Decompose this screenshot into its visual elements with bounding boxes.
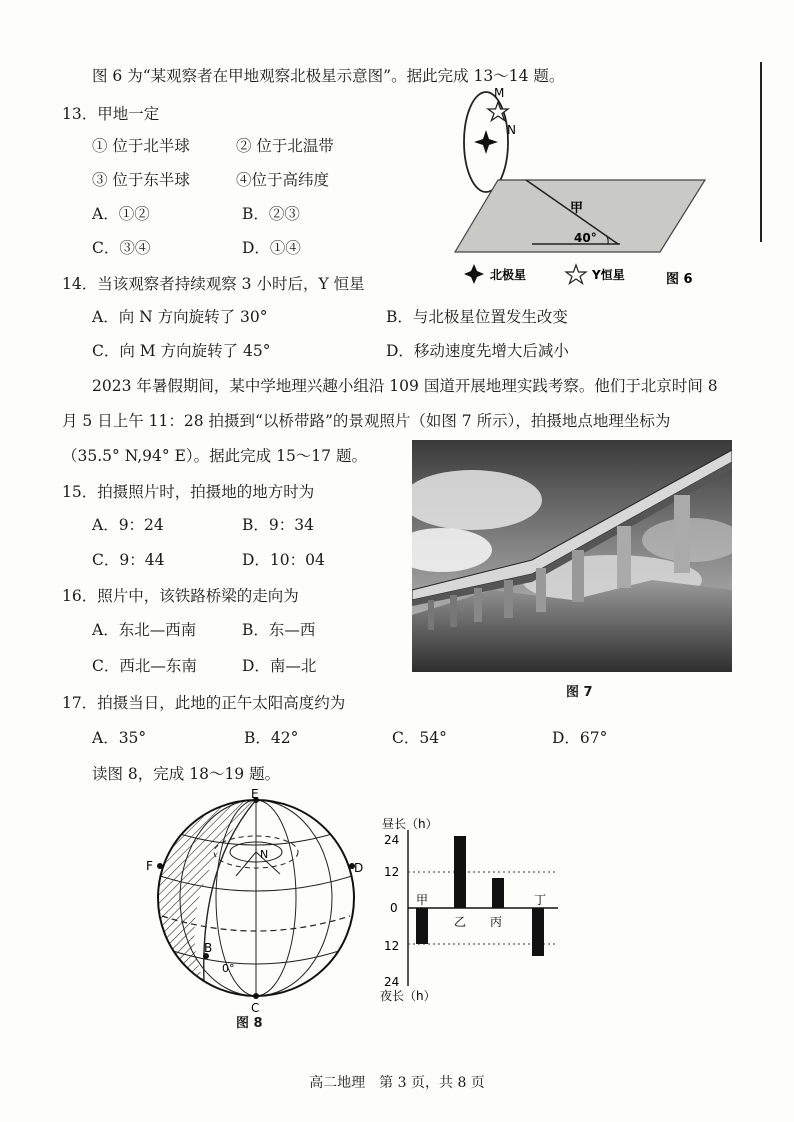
q16-option-d[interactable]: D．南—北	[242, 657, 317, 675]
page-edge-line	[760, 62, 762, 242]
q13-stem: 13．甲地一定	[62, 105, 160, 123]
q13-item1: ① 位于北半球	[92, 137, 190, 155]
q13-item4: ④位于高纬度	[236, 171, 330, 189]
legend-polaris-label: 北极星	[490, 268, 527, 282]
q14-option-c[interactable]: C．向 M 方向旋转了 45°	[92, 342, 271, 360]
tick-0: 0	[390, 901, 398, 915]
globe-label-n: N	[260, 848, 269, 861]
label-angle: 40°	[574, 231, 597, 245]
globe-label-c: C	[251, 1001, 260, 1015]
intro-15-17-line3: （35.5° N,94° E）。据此完成 15～17 题。	[62, 447, 367, 465]
y-axis-bottom-label: 夜长（h）	[380, 989, 436, 1003]
q14-option-a[interactable]: A．向 N 方向旋转了 30°	[92, 308, 268, 326]
label-jia: 甲	[570, 201, 584, 216]
q16-option-b[interactable]: B．东—西	[242, 621, 316, 639]
cat-label-ding: 丁	[534, 893, 547, 907]
globe-label-d: D	[354, 861, 364, 875]
figure-8-globe	[140, 786, 380, 1026]
q13-item2: ② 位于北温带	[236, 137, 334, 155]
q13-option-b[interactable]: B．②③	[242, 205, 300, 223]
q15-option-a[interactable]: A．9：24	[92, 516, 164, 534]
tick-24-top: 24	[384, 833, 400, 847]
q17-option-a[interactable]: A．35°	[92, 729, 147, 747]
label-n: N	[507, 123, 516, 137]
intro-15-17-line1: 2023 年暑假期间，某中学地理兴趣小组沿 109 国道开展地理实践考察。他们于北京时间 8	[92, 377, 718, 395]
globe-label-f: F	[146, 859, 153, 873]
figure-7-photo	[412, 440, 732, 672]
globe-label-b: B	[204, 941, 213, 955]
legend-star-label: Y恒星	[592, 268, 625, 282]
tick-24-bottom: 24	[384, 975, 400, 989]
q17-stem: 17．拍摄当日，此地的正午太阳高度约为	[62, 694, 346, 712]
bars-group	[416, 836, 547, 956]
cat-label-jia: 甲	[416, 893, 429, 907]
figure-6	[440, 84, 710, 290]
polaris-symbol	[474, 130, 498, 154]
q14-stem: 14．当该观察者持续观察 3 小时后，Y 恒星	[62, 275, 365, 293]
q14-option-b[interactable]: B．与北极星位置发生改变	[386, 308, 568, 326]
q16-option-a[interactable]: A．东北—西南	[92, 621, 197, 639]
bar-night-3	[532, 908, 544, 956]
figure-8-daylength-chart	[378, 810, 578, 1010]
tick-12-bottom: 12	[384, 939, 400, 953]
bar-night-0	[416, 908, 428, 944]
globe-label-equator: 0°	[222, 962, 235, 975]
q17-option-d[interactable]: D．67°	[552, 729, 608, 747]
tick-12-top: 12	[384, 865, 400, 879]
q16-option-c[interactable]: C．西北—东南	[92, 657, 197, 675]
page-footer: 高二地理 第 3 页，共 8 页	[309, 1075, 485, 1091]
q13-item3: ③ 位于东半球	[92, 171, 190, 189]
globe-label-e: E	[251, 787, 259, 801]
intro-15-17-line2: 月 5 日上午 11：28 拍摄到“以桥带路”的景观照片（如图 7 所示），拍摄地点地理坐标为	[62, 412, 671, 430]
figure-6-caption: 图 6	[666, 272, 693, 287]
q14-option-d[interactable]: D．移动速度先增大后减小	[386, 342, 569, 360]
q13-option-d[interactable]: D．①④	[242, 239, 301, 257]
y-axis-top-label: 昼长（h）	[382, 817, 438, 831]
q15-option-b[interactable]: B．9：34	[242, 516, 314, 534]
q13-option-a[interactable]: A．①②	[92, 205, 150, 223]
figure-8-caption: 图 8	[236, 1016, 263, 1031]
cat-label-bing: 丙	[490, 915, 503, 929]
legend-polaris-icon	[464, 264, 484, 284]
q15-option-c[interactable]: C．9：44	[92, 551, 165, 569]
q15-stem: 15．拍摄照片时，拍摄地的地方时为	[62, 483, 315, 501]
q16-stem: 16．照片中，该铁路桥梁的走向为	[62, 587, 299, 605]
figure-7-caption: 图 7	[566, 685, 593, 700]
label-m: M	[494, 86, 505, 100]
q17-option-c[interactable]: C．54°	[392, 729, 447, 747]
intro-13-14: 图 6 为“某观察者在甲地观察北极星示意图”。据此完成 13～14 题。	[92, 67, 565, 85]
intro-18-19: 读图 8，完成 18～19 题。	[92, 765, 281, 783]
bar-day-1	[454, 836, 466, 908]
q17-option-b[interactable]: B．42°	[244, 729, 299, 747]
bar-day-2	[492, 878, 504, 908]
cat-label-yi: 乙	[454, 915, 467, 929]
q15-option-d[interactable]: D．10：04	[242, 551, 325, 569]
legend-star-icon	[566, 265, 586, 284]
q13-option-c[interactable]: C．③④	[92, 239, 151, 257]
